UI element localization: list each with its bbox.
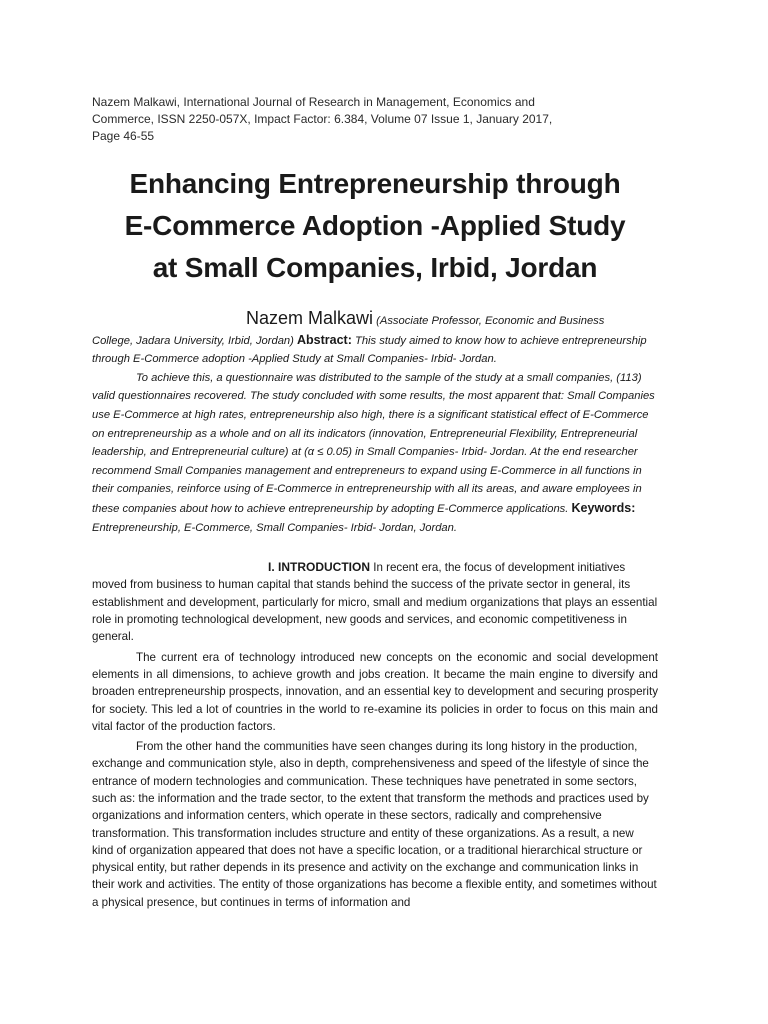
title-line-2: E-Commerce Adoption -Applied Study xyxy=(124,210,626,241)
author-affiliation-2: College, Jadara University, Irbid, Jordan) xyxy=(92,334,294,347)
intro-para-1-text: In recent era, the focus of development initiatives moved from business to human capital that stands behind the success of the private sector in general, its establishment and development, particularly for micro, small and medium organizations that plays an essential role in promoting technological development, new goods and services, and economic competitiveness in general. xyxy=(92,561,658,644)
intro-para-1 xyxy=(92,559,658,645)
keywords-text: Entrepreneurship, E-Commerce, Small Companies- Irbid- Jordan, Jordan. xyxy=(92,521,457,534)
author-abstract-block xyxy=(92,309,658,537)
paper-title xyxy=(92,163,658,289)
title-line-1: Enhancing Entrepreneurship through xyxy=(129,168,621,199)
introduction-section xyxy=(92,559,658,911)
author-affiliation-1: (Associate Professor, Economic and Business xyxy=(376,315,605,327)
keywords-label: Keywords: xyxy=(571,500,636,515)
abstract-para-1: This study aimed to know how to achieve entrepreneurship through E-Commerce adoption -Applied Study at Small Companies- Irbid- Jordan. xyxy=(92,334,647,366)
abstract-para-2: To achieve this, a questionnaire was distributed to the sample of the study at a small companies, (113) valid questionnaires recovered. The study concluded with some results, the most apparent that: Small Companies use E-Commerce at high rates, entrepreneurship also high, there is a significant statistical effect of E-Commerce on entrepreneurship as a whole and on all its indicators (innovation, Entrepreneurial Flexibility, Entrepreneurial leadership, and Entrepreneurial culture) at (α ≤ 0.05) in Small Companies- Irbid- Jordan. At the end researcher recommend Small Companies management and entrepreneurs to expand using E-Commerce in all functions in their companies, reinforce using of E-Commerce in entrepreneurship with all its areas, and aware employees in these companies about how to achieve entrepreneurship by adopting E-Commerce applications. xyxy=(92,371,655,515)
abstract-para-2-wrap xyxy=(92,369,658,537)
intro-heading: I. INTRODUCTION xyxy=(268,560,370,575)
author-name: Nazem Malkawi xyxy=(246,308,374,328)
author-line xyxy=(92,309,658,331)
intro-para-3: From the other hand the communities have seen changes during its long history in the production, exchange and communication style, also in depth, comprehensiveness and speed of the lifestyle of since the entrance of modern technologies and communication. These techniques have penetrated in some sectors, such as: the information and the trade sector, to the extent that transform the methods and practices used by organizations and information centers, which operate in these sectors, radically and comprehensive transformation. This transformation includes structure and entity of these organizations. As a result, a new kind of organization appeared that does not have a specific location, or a traditional hierarchical structure or physical entity, but rather depends in its presence and activity on the exchange and communication links in their work and activities. The entity of those organizations has become a flexible entity, and sometimes without a physical presence, but continues in terms of information and xyxy=(92,740,657,909)
title-line-3: at Small Companies, Irbid, Jordan xyxy=(152,252,598,283)
citation-header: Nazem Malkawi, International Journal of Research in Management, Economics and Commerce, ISSN 2250-057X, Impact Factor: 6.384, Volume 07 Issue 1, January 2017, Page 46-55 xyxy=(92,95,553,143)
abstract-label: Abstract: xyxy=(297,332,352,347)
intro-para-2: The current era of technology introduced new concepts on the economic and social development elements in all dimensions, to achieve growth and jobs creation. It became the main engine to diversify and broaden entrepreneurship prospects, innovation, and an essential key to development and securing prosperity for society. This led a lot of countries in the world to re-examine its policies in order to focus on this main and vital factor of the production factors. xyxy=(92,650,658,733)
